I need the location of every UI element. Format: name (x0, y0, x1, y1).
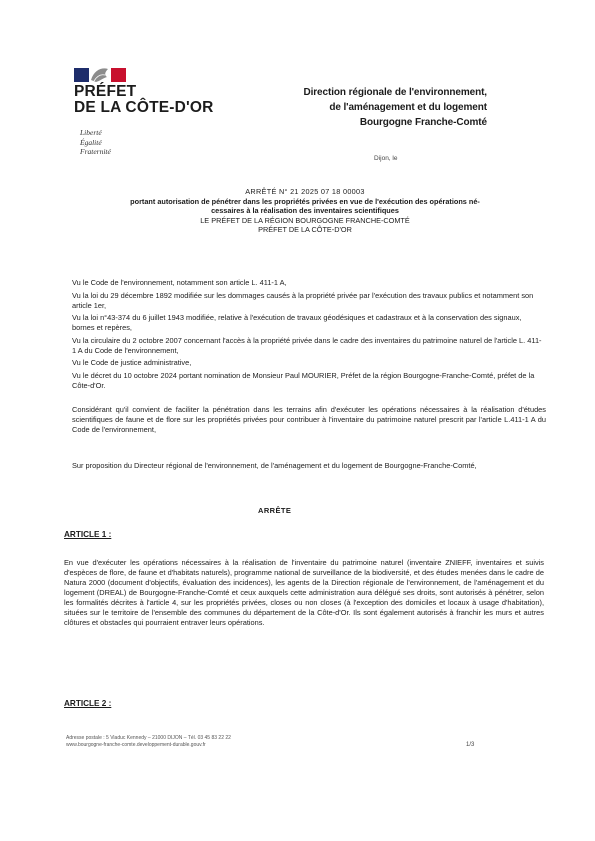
footer-website: www.bourgogne-franche-comte.developpement-durable.gouv.fr (66, 741, 206, 748)
republic-motto (80, 128, 111, 157)
arrete-object-line-2: cessaires à la réalisation des inventaires scientifiques (211, 206, 399, 216)
article-1-body: En vue d'exécuter les opérations nécessaires à la réalisation de l'inventaire du patrimoine naturel (inventaire ZNIEFF, inventaires et suivis d'espèces de flore, de faune et d'habitats naturels), programme national de surveillance de la biodiversité, et des études menées dans le cadre de Natura 2000 (document d'objectifs, évaluation des incidences), les agents de la Direction régionale de l'environnement, de l'aménagement et du logement (DREAL) de Bourgogne-Franche-Comté et ceux auxquels cette administration aura délégué ses droits, sont autorisés à pénétrer, selon les formalités décrites à l'article 4, sur les propriétés privées, closes ou non closes (à l'exception des domiciles et locaux à usage d'habitation), situées sur le territoire de l'ensemble des communes du département de la Côte-d'Or. Ils sont également autorisés à franchir les murs et autres clôtures et obstacles qui pourraient entraver leurs opérations. (64, 558, 544, 627)
considerant-paragraph: Considérant qu'il convient de faciliter la pénétration dans les terrains afin d'exécuter les opérations nécessaires à la réalisation d'études scientifiques de faune et de flore sur les propriétés privées pour contribuer à l'inventaire du patrimoine naturel prescrit par l'article L.411-1 A du Code de l'environnement, (72, 405, 546, 434)
place-date: Dijon, le (374, 155, 398, 162)
visa-item: Vu la loi n°43-374 du 6 juillet 1943 modifiée, relative à l'exécution de travaux géodésiques et cadastraux et à la conservation des signaux, bornes et repères, (72, 313, 522, 333)
visa-item: Vu le Code de l'environnement, notamment son article L. 411-1 A, (72, 278, 287, 287)
issuing-directorate (303, 85, 487, 130)
arrete-object-line-1: portant autorisation de pénétrer dans les propriétés privées en vue de l'exécution des opérations né- (130, 196, 480, 206)
article-2-title: ARTICLE 2 : (64, 699, 112, 708)
page-number: 1/3 (466, 742, 475, 748)
visas-list (72, 278, 542, 394)
arrete-heading: ARRÊTE (258, 506, 292, 515)
direction-line-2: de l'aménagement et du logement (329, 102, 487, 113)
prefet-line-2: DE LA CÔTE-D'OR (74, 99, 214, 116)
article-1-title: ARTICLE 1 : (64, 530, 112, 539)
prefet-title (74, 84, 214, 116)
authority-line-1: LE PRÉFET DE LA RÉGION BOURGOGNE FRANCHE-COMTÉ (200, 215, 410, 225)
visa-item: Vu le décret du 10 octobre 2024 portant nomination de Monsieur Paul MOURIER, Préfet de la région Bourgogne-Franche-Comté, préfet de la Côte-d'Or. (72, 370, 535, 390)
arrete-number: ARRÊTÉ N° 21 2025 07 18 00003 (245, 187, 365, 196)
visa-item: Vu la circulaire du 2 octobre 2007 concernant l'accès à la propriété privée dans le cadre des inventaires du patrimoine naturel de l'article L. 411-1 A du Code de l'environnement, (72, 335, 542, 355)
footer-address: Adresse postale : 5 Viaduc Kennedy – 21000 DIJON – Tél. 03 45 83 22 22 (66, 735, 231, 741)
motto-fraternite: Fraternité (80, 147, 111, 156)
prefet-line-1: PRÉFET (74, 83, 137, 100)
authority-line-2: PRÉFET DE LA CÔTE-D'OR (258, 225, 352, 235)
motto-egalite: Égalité (80, 137, 102, 147)
motto-liberte: Liberté (80, 128, 102, 137)
visa-item: Vu la loi du 29 décembre 1892 modifiée sur les dommages causés à la propriété privée par l'exécution des travaux publics et notamment son article 1er, (72, 290, 534, 310)
proposition-paragraph: Sur proposition du Directeur régional de l'environnement, de l'aménagement et du logement de Bourgogne-Franche-Comté, (72, 461, 477, 470)
page-footer (66, 735, 366, 748)
arrete-header (70, 187, 540, 235)
marianne-logo-icon (74, 66, 126, 83)
direction-line-3: Bourgogne Franche-Comté (359, 117, 487, 128)
direction-line-1: Direction régionale de l'environnement, (303, 87, 487, 98)
visa-item: Vu le Code de justice administrative, (72, 358, 192, 368)
